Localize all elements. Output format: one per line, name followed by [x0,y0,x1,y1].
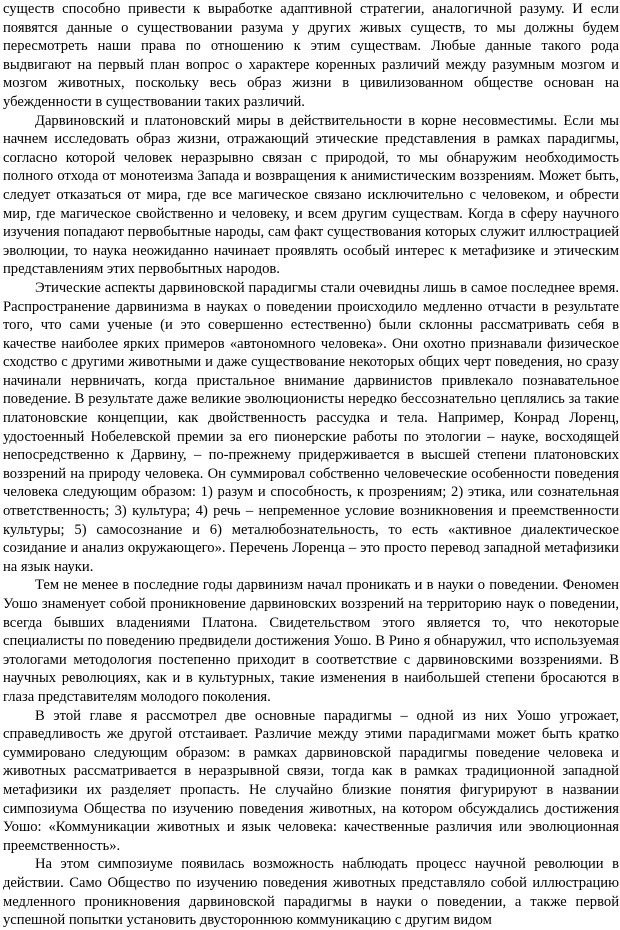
document-page [3,0,619,930]
paragraph-continuation: существ способно привести к выработке адаптивной стратегии, аналогичной разуму. И если появятся данные о существовании разума у других живых существ, то мы должны будем пересмотреть наши права по отношению к этим существам. Любые данные такого рода выдвигают на первый план вопрос о характере коренных различий между разумным мозгом и мозгом животных, поскольку весь образ жизни в цивилизованном обществе основан на убежденности в существовании таких различий. [3,1,619,110]
paragraph-behavioral-sciences: Тем не менее в последние годы дарвинизм начал проникать и в науки о поведении. Феномен Уошо знаменует собой проникновение дарвиновских воззрений на территорию наук о поведении, всегда бывших владениями Платона. Свидетельством этого является то, что некоторые специалисты по поведению предвидели достижения Уошо. В Рино я обнаружил, что используемая этологами методология постепенно приходит в соответствие с дарвиновскими воззрениями. В научных революциях, как и в культурных, такие изменения в наибольшей степени бросаются в глаза представителям молодого поколения. [3,577,619,705]
paragraph-symposium: На этом симпозиуме появилась возможность наблюдать процесс научной революции в действии. Само Общество по изучению поведения животных представляло собой иллюстрацию медленного проникновения дарвиновской парадигмы в науки о поведении, а также первой успешной попытки установить двустороннюю коммуникацию с другим видом [3,856,619,929]
paragraph-darwin-plato: Дарвиновский и платоновский миры в действительности в корне несовместимы. Если мы начнем исследовать образ жизни, отражающий этические представления в рамках парадигмы, согласно которой человек неразрывно связан с природой, то мы обнаружим необходимость полного отхода от монотеизма Запада и возвращения к анимистическим воззрениям. Может быть, следует отказаться от мира, где все магическое связано исключительно с человеком, и обрести мир, где магическое свойственно и человеку, и всем другим существам. Когда в сферу научного изучения попадают первобытные народы, сам факт существования которых служит иллюстрацией эволюции, то наука неожиданно начинает проявлять особый интерес к метафизике и этическим представлениям этих первобытных народов. [3,112,619,278]
paragraph-ethical-aspects: Этические аспекты дарвиновской парадигмы стали очевидны лишь в самое последнее время. Распространение дарвинизма в науках о поведении происходило медленно отчасти в результате того, что сами ученые (и это совершенно естественно) были склонны рассматривать себя в качестве наиболее ярких примеров «автономного человека». Они охотно признавали физическое сходство с другими животными и даже существование некоторых общих черт поведения, но сразу начинали нервничать, когда пристальное внимание дарвинистов привлекало познавательное поведение. В результате даже великие эволюционисты нередко бессознательно цеплялись за такие платоновские концепции, как двойственность рассудка и тела. Например, Конрад Лоренц, удостоенный Нобелевской премии за его пионерские работы по этологии – науке, восходящей непосредственно к Дарвину, – по-прежнему придерживается в высшей степени платоновских воззрений на природу человека. Он суммировал собственно человеческие особенности поведения человека следующим образом: 1) разум и способность, к прозрениям; 2) этика, или сознательная ответственность; 3) культура; 4) речь – непременное условие возникновения и преемственности культуры; 5) самосознание и 6) металюбознательность, то есть «активное диалектическое созидание и анализ окружающего». Перечень Лоренца – это просто перевод западной метафизики на язык науки. [3,279,619,575]
paragraph-two-paradigms: В этой главе я рассмотрел две основные парадигмы – одной из них Уошо угрожает, справедливость же другой отстаивает. Различие между этими парадигмами может быть кратко суммировано следующим образом: в рамках дарвиновской парадигмы поведение человека и животных рассматривается в неразрывной связи, тогда как в рамках традиционной западной метафизики их разделяет пропасть. Не случайно близкие понятия фигурируют в названии симпозиума Общества по изучению поведения животных, на котором обсуждались достижения Уошо: «Коммуникации животных и язык человека: качественные различия или эволюционная преемственность». [3,707,619,854]
